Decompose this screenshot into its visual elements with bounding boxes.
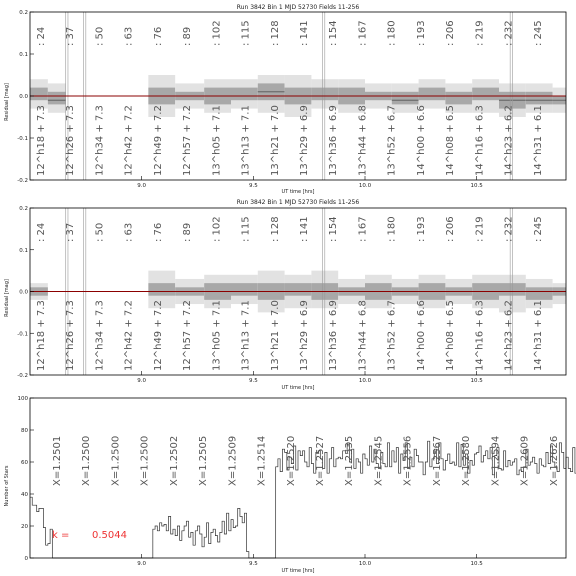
coord-label: 13^h21 + 7.0 [269,300,281,371]
panel1-ylabel: Residual [mag] [4,83,10,121]
panel2-xlabel: UT time [hrs] [281,385,315,391]
y-tick-label: -0.2 [17,178,28,184]
coord-label: 12^h49 + 7.2 [152,300,164,371]
coord-label: 13^h52 + 6.7 [386,105,398,176]
field-label: : 141 [299,216,310,242]
field-label: : 37 [65,26,77,46]
y-tick-label: 0.2 [19,10,28,16]
coord-label: 14^h00 + 6.6 [415,105,427,176]
quartile-box [231,88,258,101]
field-label: : 128 [269,20,281,46]
airmass-label: X=1.2626 [548,435,560,486]
x-tick-label: 10.0 [358,561,372,567]
x-tick-label: 10.5 [470,378,483,384]
coord-label: 14^h16 + 6.3 [474,105,486,176]
y-tick-label: 0.1 [19,247,28,254]
field-label: : 24 [36,222,47,242]
airmass-label: X=1.2556 [402,435,414,486]
coord-label: 14^h23 + 6.2 [503,105,515,176]
field-label: : 37 [65,222,77,242]
coord-label: 12^h42 + 7.2 [123,105,135,176]
x-tick-label: 9.5 [248,561,258,567]
airmass-label: X=1.2500 [110,435,122,486]
coord-label: 13^h29 + 6.9 [299,105,310,176]
panel3-xlabel: UT time [hrs] [281,568,315,574]
x-tick-label: 10.0 [358,378,372,384]
coord-label: 13^h21 + 7.0 [269,105,281,176]
field-label: : 219 [474,20,486,46]
panel1-xlabel: UT time [hrs] [281,189,315,195]
x-tick-label: 10.5 [470,561,483,567]
airmass-label: X=1.2527 [315,435,326,486]
y-tick-label: -0.1 [17,331,28,338]
field-label: : 89 [182,222,194,242]
airmass-label: X=1.2609 [519,435,531,486]
airmass-label: X=1.2545 [373,435,385,486]
field-label: : 63 [123,222,135,242]
airmass-label: X=1.2509 [227,435,239,486]
coord-label: 12^h49 + 7.2 [152,105,164,176]
field-label: : 115 [240,216,252,242]
field-label: : 154 [328,20,340,46]
coord-label: 14^h31 + 6.1 [532,105,544,176]
quartile-box [392,92,419,105]
coord-label: 12^h26 + 7.3 [65,105,77,176]
histogram-panel [18,396,576,567]
airmass-label: X=1.2500 [139,435,151,486]
coord-label: 12^h18 + 7.3 [36,105,47,176]
field-label: : 167 [357,216,369,242]
field-label: : 245 [532,20,544,46]
airmass-label: X=1.2514 [256,435,268,486]
coord-label: 14^h08 + 6.5 [445,300,457,371]
coord-label: 13^h05 + 7.1 [211,300,223,371]
coord-label: 14^h08 + 6.5 [445,105,457,176]
field-label: : 141 [299,20,310,46]
airmass-label: X=1.2505 [198,435,210,486]
field-label: : 89 [182,26,194,46]
y-tick-label: 80 [21,428,28,434]
y-tick-label: 0.0 [19,289,28,296]
quartile-box [148,283,175,296]
x-tick-label: 9.0 [137,378,147,384]
field-label: : 193 [415,20,427,46]
coord-label: 13^h36 + 6.9 [328,300,340,371]
panel2-title: Run 3842 Bin 1 MJD 52730 Fields 11-256 [236,199,360,206]
y-tick-label: 100 [17,396,28,402]
field-label: : 154 [328,216,340,242]
residual-panel-1 [17,10,566,189]
field-label: : 193 [415,216,427,242]
field-label: : 102 [211,20,223,46]
coord-label: 14^h23 + 6.2 [503,300,515,371]
panel3-ylabel: Number of Stars [4,465,10,507]
field-label: : 50 [94,222,106,242]
x-tick-label: 10.5 [470,183,483,189]
k-value: 0.5044 [92,530,127,541]
field-label: : 180 [386,216,398,242]
field-label: : 245 [532,216,544,242]
coord-label: 14^h16 + 6.3 [474,300,486,371]
airmass-label: X=1.2567 [431,435,443,486]
field-label: : 206 [445,216,457,242]
field-label: : 167 [357,20,369,46]
airmass-label: X=1.2594 [490,435,502,486]
airmass-label: X=1.2580 [461,435,473,486]
coord-label: 13^h44 + 6.8 [357,300,369,371]
y-tick-label: 20 [21,524,28,530]
x-tick-label: 9.5 [248,378,258,384]
quartile-box [48,92,66,105]
quartile-box [30,88,48,101]
coord-label: 13^h36 + 6.9 [328,105,340,176]
coord-label: 13^h29 + 6.9 [299,300,310,371]
coord-label: 12^h57 + 7.2 [182,300,194,371]
airmass-label: X=1.2535 [344,435,356,486]
quartile-box [445,92,472,105]
airmass-label: X=1.2500 [81,435,93,486]
airmass-label: X=1.2502 [168,435,180,486]
field-label: : 50 [94,26,106,46]
coord-label: 14^h00 + 6.6 [415,300,427,371]
field-label: : 102 [211,216,223,242]
y-tick-label: 0.2 [19,206,28,212]
field-label: : 232 [503,216,515,242]
field-label: : 63 [123,26,135,46]
coord-label: 12^h18 + 7.3 [36,300,47,371]
airmass-label: X=1.2520 [285,435,297,486]
panel1-title: Run 3842 Bin 1 MJD 52730 Fields 11-256 [236,4,360,11]
field-label: : 128 [269,216,281,242]
coord-label: 13^h52 + 6.7 [386,300,398,371]
x-tick-label: 10.0 [358,183,372,189]
coord-label: 12^h26 + 7.3 [65,300,77,371]
airmass-label: X=1.2501 [52,435,63,486]
coord-label: 12^h34 + 7.3 [94,300,106,371]
y-tick-label: 0.0 [19,94,28,100]
y-tick-label: -0.2 [17,373,28,379]
coord-label: 12^h34 + 7.3 [94,105,106,176]
quartile-box [526,92,553,105]
x-tick-label: 9.5 [248,183,258,189]
y-tick-label: 0 [24,556,28,562]
y-tick-label: 60 [21,460,28,466]
y-tick-label: 40 [21,492,28,498]
coord-label: 12^h42 + 7.2 [123,300,135,371]
coord-label: 13^h05 + 7.1 [211,105,223,176]
quartile-box [285,283,312,296]
quartile-box [472,88,499,101]
field-label: : 206 [445,20,457,46]
coord-label: 13^h13 + 7.1 [240,105,252,176]
quartile-box [526,287,553,300]
quartile-box [419,88,446,101]
field-label: : 219 [474,216,486,242]
field-label: : 115 [240,20,252,46]
x-tick-label: 9.0 [137,183,147,189]
field-label: : 180 [386,20,398,46]
coord-label: 13^h44 + 6.8 [357,105,369,176]
y-tick-label: 0.1 [19,52,28,58]
coord-label: 13^h13 + 7.1 [240,300,252,371]
field-label: : 24 [36,26,47,46]
panel2-ylabel: Residual [mag] [4,279,10,317]
field-label: : 232 [503,20,515,46]
quartile-box [231,283,258,296]
coord-label: 12^h57 + 7.2 [182,105,194,176]
y-tick-label: -0.1 [17,136,28,142]
k-label: k = [52,530,70,541]
x-tick-label: 9.0 [137,561,147,567]
coord-label: 14^h31 + 6.1 [532,300,544,371]
field-label: : 76 [152,26,164,46]
residual-panel-2 [17,206,566,384]
field-label: : 76 [152,222,164,242]
